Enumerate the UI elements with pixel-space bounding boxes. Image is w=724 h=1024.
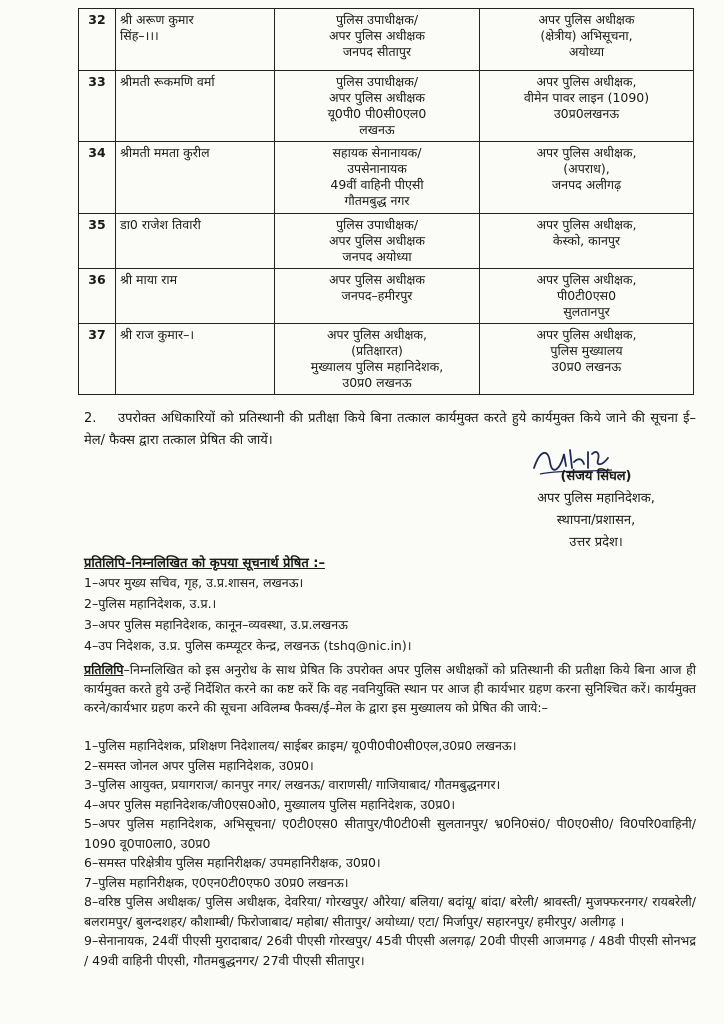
new-posting xyxy=(480,214,694,269)
new-posting-line: पुलिस मुख्यालय xyxy=(550,343,623,358)
new-posting xyxy=(480,71,694,142)
current-posting-line: जनपद–हमीरपुर xyxy=(341,288,413,303)
serial-number: 37 xyxy=(79,324,116,395)
current-posting-line: अपर पुलिस अधीक्षक xyxy=(328,272,425,287)
serial-number: 36 xyxy=(79,269,116,324)
new-posting-line: जनपद अलीगढ़ xyxy=(551,177,622,192)
new-posting xyxy=(480,142,694,214)
list-item: 5–अपर पुलिस महानिदेशक, अभिसूचना/ ए0टी0एस0 सीतापुर/पी0टी0सी सुलतानपुर/ भ्र0नि0सं0/ पी0ए0सी0/ वि0परि0वाहिनी/ 1090 वू0पा0ला0, उ0प्र0 xyxy=(84,816,696,851)
current-posting-line: उ0प्र0 लखनऊ xyxy=(342,375,412,390)
current-posting-line: गौतमबुद्ध नगर xyxy=(344,193,410,208)
current-posting-line: 49वीं वाहिनी पीएसी xyxy=(330,177,424,192)
current-posting-line: जनपद सीतापुर xyxy=(342,44,412,59)
table-row xyxy=(79,71,694,142)
current-posting xyxy=(275,71,480,142)
cc2-lead: प्रतिलिपि xyxy=(84,662,124,677)
current-posting-line: अपर पुलिस अधीक्षक, xyxy=(327,327,427,342)
new-posting xyxy=(480,269,694,324)
officer-name xyxy=(116,71,275,142)
serial-number: 32 xyxy=(79,9,116,71)
signatory-office: स्थापना/प्रशासन, xyxy=(556,513,636,528)
current-posting xyxy=(275,269,480,324)
new-posting-line: अपर पुलिस अधीक्षक, xyxy=(536,217,637,232)
signatory-block xyxy=(496,466,696,554)
new-posting-line: पी0टी0एस0 xyxy=(556,288,617,303)
current-posting xyxy=(275,9,480,71)
list-item: 4–अपर पुलिस महानिदेशक/जी0एस0ओ0, मुख्यालय पुलिस महानिदेशक, उ0प्र0। xyxy=(84,796,456,812)
current-posting-line: उपसेनानायक xyxy=(347,161,407,176)
paragraph-text: उपरोक्त अधिकारियों को प्रतिस्थानी की प्रतीक्षा किये बिना तत्काल कार्यमुक्त करते हुये कार्यमुक्त किये जाने की सूचना ई–मेल/ फैक्स द्वारा तत्काल प्रेषित की जायें। xyxy=(84,411,696,448)
current-posting-line: यू0पी0 पी0सी0एल0 xyxy=(327,106,427,121)
current-posting-line: सहायक सेनानायक/ xyxy=(332,145,422,160)
officer-name xyxy=(116,324,275,395)
new-posting-line: अयोध्या xyxy=(568,44,605,59)
list-item: 2–समस्त जोनल अपर पुलिस महानिदेशक, उ0प्र0। xyxy=(84,757,314,773)
officer-name-line: श्री अरूण कुमार xyxy=(120,12,194,27)
cc2-list xyxy=(84,736,696,970)
list-item: 3–अपर पुलिस महानिदेशक, कानून–व्यवस्था, उ.प्र.लखनऊ xyxy=(84,617,348,632)
current-posting xyxy=(275,324,480,395)
signatory-name: (संजय सिंघल) xyxy=(560,469,632,484)
cc2-paragraph xyxy=(84,660,696,717)
list-item: 1–पुलिस महानिदेशक, प्रशिक्षण निदेशालय/ साईबर क्राइम/ यू0पी0पी0सी0एल,उ0प्र0 लखनऊ। xyxy=(84,738,517,753)
table-row xyxy=(79,269,694,324)
officer-name xyxy=(116,9,275,71)
officer-name-line: श्री राज कुमार–। xyxy=(120,327,195,342)
cc1-title: प्रतिलिपि–निम्नलिखित को कृपया सूचनार्थ प्रेषित :– xyxy=(84,556,325,571)
new-posting-line: अपर पुलिस अधीक्षक, xyxy=(536,327,637,342)
officer-name xyxy=(116,214,275,269)
new-posting-line: केस्को, कानपुर xyxy=(552,233,621,248)
current-posting-line: अपर पुलिस अधीक्षक xyxy=(328,90,425,105)
current-posting-line: पुलिस उपाधीक्षक/ xyxy=(335,217,419,232)
cc1-list xyxy=(84,572,696,656)
table-row xyxy=(79,324,694,395)
new-posting xyxy=(480,324,694,395)
paragraph-number: 2. xyxy=(84,411,97,426)
new-posting-line: अपर पुलिस अधीक्षक, xyxy=(536,272,637,287)
new-posting-line: अपर पुलिस अधीक्षक, xyxy=(536,74,637,89)
new-posting-line: उ0प्र0 लखनऊ xyxy=(551,359,622,374)
table-row xyxy=(79,9,694,71)
new-posting-line: उ0प्र0लखनऊ xyxy=(553,106,620,121)
table-row xyxy=(79,142,694,214)
current-posting-line: मुख्यालय पुलिस महानिदेशक, xyxy=(310,359,444,374)
serial-number: 35 xyxy=(79,214,116,269)
officer-name xyxy=(116,269,275,324)
current-posting-line: पुलिस उपाधीक्षक/ xyxy=(335,12,419,27)
officer-name-line: श्रीमती ममता कुरील xyxy=(120,145,210,160)
officer-name xyxy=(116,142,275,214)
list-item: 1–अपर मुख्य सचिव, गृह, उ.प्र.शासन, लखनऊ। xyxy=(84,575,304,590)
officer-name-line: सिंह–।।। xyxy=(120,28,159,43)
transfer-table xyxy=(78,8,694,395)
current-posting-line: अपर पुलिस अधीक्षक xyxy=(328,233,425,248)
current-posting xyxy=(275,214,480,269)
new-posting-line: अपर पुलिस अधीक्षक xyxy=(538,12,635,27)
table-row xyxy=(79,214,694,269)
officer-name-line: श्री माया राम xyxy=(120,272,178,287)
list-item: 4–उप निदेशक, उ.प्र. पुलिस कम्प्यूटर केन्द्र, लखनऊ (tshq@nic.in)। xyxy=(84,638,412,653)
current-posting xyxy=(275,142,480,214)
current-posting-line: अपर पुलिस अधीक्षक xyxy=(328,28,425,43)
new-posting xyxy=(480,9,694,71)
current-posting-line: जनपद अयोध्या xyxy=(342,249,412,264)
list-item: 8–वरिष्ठ पुलिस अधीक्षक/ पुलिस अधीक्षक, देवरिया/ गोरखपुर/ औरेया/ बलिया/ बदांयू/ बांदा/ बरेली/ श्रावस्ती/ मुजफ्फरनगर/ रायबरेली/ बलरामपुर/ बुलन्दशहर/ कौशाम्बी/ फिरोजाबाद/ महोबा/ सीतापुर/ अयोध्या/ एटा/ मिर्जापुर/ सहारनपुर/ हमीरपुर/ अलीगढ़ । xyxy=(84,894,696,929)
list-item: 2–पुलिस महानिदेशक, उ.प्र.। xyxy=(84,596,217,611)
current-posting-line: पुलिस उपाधीक्षक/ xyxy=(335,74,419,89)
serial-number: 33 xyxy=(79,71,116,142)
officer-name-line: डा0 राजेश तिवारी xyxy=(120,217,201,232)
cc2-text: –निम्नलिखित को इस अनुरोध के साथ प्रेषित कि उपरोक्त अपर पुलिस अधीक्षकों को प्रतिस्थानी की प्रतीक्षा किये बिना आज ही कार्यमुक्त करते हुये उन्हें निर्देशित करने का कष्ट करें कि वह नवनियुक्ति स्थान पर आज ही कार्यभार ग्रहण करना सुनिश्चित करें। कार्यमुक्त करने/कार्यभार ग्रहण करने की सूचना अविलम्ब फैक्स/ई–मेल के द्वारा इस मुख्यालय को प्रेषित की जाये:– xyxy=(84,662,696,715)
new-posting-line: (अपराध), xyxy=(563,161,610,176)
signatory-state: उत्तर प्रदेश। xyxy=(569,535,623,550)
new-posting-line: सुलतानपुर xyxy=(563,304,610,319)
new-posting-line: वीमेन पावर लाइन (1090) xyxy=(523,90,650,105)
list-item: 3–पुलिस आयुक्त, प्रयागराज/ कानपुर नगर/ लखनऊ/ वाराणसी/ गाजियाबाद/ गौतमबुद्धनगर। xyxy=(84,777,501,792)
new-posting-line: (क्षेत्रीय) अभिसूचना, xyxy=(540,28,633,43)
current-posting-line: लखनऊ xyxy=(359,122,395,137)
list-item: 7–पुलिस महानिरीक्षक, ए0एन0टी0एफ0 उ0प्र0 लखनऊ। xyxy=(84,874,349,890)
new-posting-line: अपर पुलिस अधीक्षक, xyxy=(536,145,637,160)
list-item: 6–समस्त परिक्षेत्रीय पुलिस महानिरीक्षक/ उपमहानिरीक्षक, उ0प्र0। xyxy=(84,855,381,870)
serial-number: 34 xyxy=(79,142,116,214)
officer-name-line: श्रीमती रूकमणि वर्मा xyxy=(120,74,215,89)
current-posting-line: (प्रतिक्षारत) xyxy=(351,343,403,358)
list-item: 9–सेनानायक, 24वीं पीएसी मुरादाबाद/ 26वी पीएसी गोरखपुर/ 45वी पीएसी अलगढ़/ 20वी पीएसी आजमगढ़ / 48वी पीएसी सोनभद्र / 49वी वाहिनी पीएसी, गौतमबुद्धनगर/ 27वी पीएसी सीतापुर। xyxy=(84,933,696,968)
signatory-designation: अपर पुलिस महानिदेशक, xyxy=(537,491,655,506)
